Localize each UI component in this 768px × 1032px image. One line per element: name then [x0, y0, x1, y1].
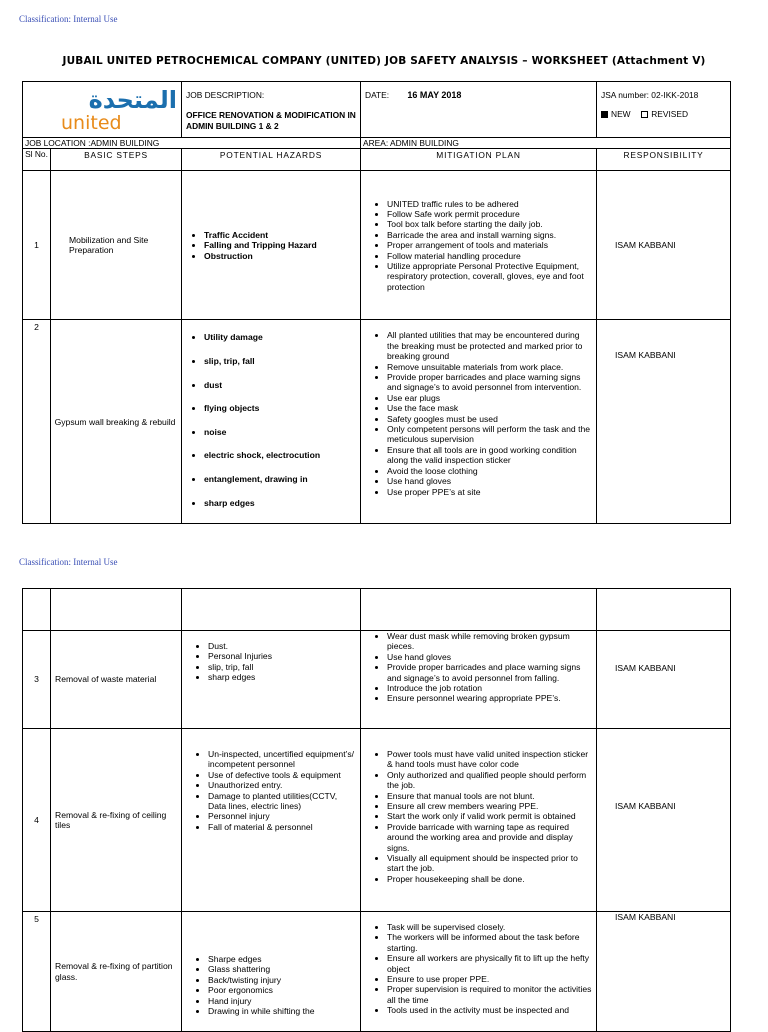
row-responsibility: ISAM KABBANI	[597, 171, 731, 320]
row-number: 5	[23, 912, 51, 1032]
list-item: • slip, trip, fall	[208, 662, 356, 672]
list-item: • flying objects	[204, 403, 356, 413]
list-item: • Traffic Accident	[204, 230, 356, 240]
row-number: 3	[23, 631, 51, 729]
row-mitigation	[361, 320, 597, 524]
list-item: • Only authorized and qualified people should perform the job.	[387, 770, 592, 791]
list-item: • Utilize appropriate Personal Protective Equipment, respiratory protection, coverall, gloves, eye and foot protection	[387, 261, 592, 292]
row-mitigation	[361, 912, 597, 1032]
list-item: • Glass shattering	[208, 964, 356, 974]
list-item: • noise	[204, 427, 356, 437]
list-item: • The workers will be informed about the task before starting.	[387, 932, 592, 953]
table-row	[23, 171, 731, 320]
row-number: 4	[23, 729, 51, 912]
list-item: • Follow material handling procedure	[387, 251, 592, 261]
list-item: • Back/twisting injury	[208, 975, 356, 985]
date-value: 16 MAY 2018	[407, 90, 462, 100]
col-header-basic-steps: BASIC STEPS	[51, 149, 182, 171]
revised-label: REVISED	[651, 109, 688, 120]
list-item: • Poor ergonomics	[208, 985, 356, 995]
list-item: • Ensure all crew members wearing PPE.	[387, 801, 592, 811]
row-step: Mobilization and Site Preparation	[51, 171, 182, 320]
company-logo	[23, 82, 182, 138]
list-item: • Task will be supervised closely.	[387, 922, 592, 932]
list-item: • Personnel injury	[208, 811, 356, 821]
list-item: • entanglement, drawing in	[204, 474, 356, 484]
list-item: • Personal Injuries	[208, 651, 356, 661]
list-item: • Ensure all workers are physically fit to lift up the hefty object	[387, 953, 592, 974]
list-item: • Use of defective tools & equipment	[208, 770, 356, 780]
list-item: • Avoid the loose clothing	[387, 466, 592, 476]
list-item: • sharp edges	[208, 672, 356, 682]
table-row	[23, 729, 731, 912]
jsa-number: JSA number: 02-IKK-2018	[601, 90, 699, 100]
row-step: Removal & re-fixing of ceiling tiles	[51, 729, 182, 912]
list-item: • Barricade the area and install warning signs.	[387, 230, 592, 240]
list-item: • Use proper PPE’s at site	[387, 487, 592, 497]
col-header-sl: Sl No.	[23, 149, 51, 171]
list-item: • Introduce the job rotation	[387, 683, 592, 693]
list-item: • Ensure that all tools are in good working condition along the valid inspection sticker	[387, 445, 592, 466]
row-mitigation	[361, 631, 597, 729]
list-item: • Obstruction	[204, 251, 356, 261]
new-label: NEW	[611, 109, 631, 120]
row-hazards	[182, 912, 361, 1032]
list-item: • Only competent persons will perform the task and the meticulous supervision	[387, 424, 592, 445]
list-item: • Start the work only if valid work permit is obtained	[387, 811, 592, 821]
list-item: • Fall of material & personnel	[208, 822, 356, 832]
list-item: • Proper housekeeping shall be done.	[387, 874, 592, 884]
row-step: Removal of waste material	[51, 631, 182, 729]
list-item: • Ensure to use proper PPE.	[387, 974, 592, 984]
list-item: • Unauthorized entry.	[208, 780, 356, 790]
logo-arabic: المتحدة	[88, 85, 178, 114]
document-title: JUBAIL UNITED PETROCHEMICAL COMPANY (UNITED) JOB SAFETY ANALYSIS – WORKSHEET (Attachment V)	[62, 55, 706, 67]
list-item: • electric shock, electrocution	[204, 450, 356, 460]
list-item: • Tools used in the activity must be inspected and	[387, 1005, 592, 1015]
row-responsibility: ISAM KABBANI	[597, 631, 731, 729]
job-location: JOB LOCATION :ADMIN BUILDING	[23, 138, 361, 149]
list-item: • Provide barricade with warning tape as required around the working area and provide and display signs.	[387, 822, 592, 853]
list-item: • Drawing in while shifting the	[208, 1006, 356, 1016]
new-checkbox	[601, 111, 608, 118]
row-responsibility: ISAM KABBANI	[597, 320, 731, 524]
row-hazards	[182, 631, 361, 729]
list-item: • Falling and Tripping Hazard	[204, 240, 356, 250]
list-item: • Use the face mask	[387, 403, 592, 413]
list-item: • Sharpe edges	[208, 954, 356, 964]
jsa-table-page-2	[22, 588, 731, 1032]
list-item: • Ensure personnel wearing appropriate PPE’s.	[387, 693, 592, 703]
revised-checkbox	[641, 111, 648, 118]
list-item: • Use hand gloves	[387, 652, 592, 662]
row-mitigation	[361, 729, 597, 912]
list-item: • Power tools must have valid united inspection sticker & hand tools must have color code	[387, 749, 592, 770]
table-row	[23, 320, 731, 524]
list-item: • Utility damage	[204, 332, 356, 342]
table-row	[23, 631, 731, 729]
list-item: • UNITED traffic rules to be adhered	[387, 199, 592, 209]
col-header-mitigation: MITIGATION PLAN	[361, 149, 597, 171]
row-number: 1	[23, 171, 51, 320]
row-step: Gypsum wall breaking & rebuild	[51, 320, 182, 524]
list-item: • Proper arrangement of tools and materials	[387, 240, 592, 250]
empty-header-row	[23, 589, 731, 631]
col-header-responsibility: RESPONSIBILITY	[597, 149, 731, 171]
job-description-value: OFFICE RENOVATION & MODIFICATION IN ADMIN BUILDING 1 & 2	[186, 110, 356, 131]
list-item: • Damage to planted utilities(CCTV, Data lines, electric lines)	[208, 791, 356, 812]
list-item: • Remove unsuitable materials from work place.	[387, 362, 592, 372]
list-item: • Hand injury	[208, 996, 356, 1006]
row-mitigation	[361, 171, 597, 320]
row-hazards	[182, 171, 361, 320]
row-responsibility: ISAM KABBANI	[597, 729, 731, 912]
list-item: • Safety googles must be used	[387, 414, 592, 424]
list-item: • sharp edges	[204, 498, 356, 508]
list-item: • Use ear plugs	[387, 393, 592, 403]
job-description-label: JOB DESCRIPTION:	[186, 90, 265, 100]
list-item: • Ensure that manual tools are not blunt.	[387, 791, 592, 801]
row-number: 2	[23, 320, 51, 524]
list-item: • All planted utilities that may be encountered during the breaking must be protected and marked prior to breaking ground	[387, 330, 592, 361]
list-item: • Tool box talk before starting the daily job.	[387, 219, 592, 229]
row-step: Removal & re-fixing of partition glass.	[51, 912, 182, 1032]
list-item: • Visually all equipment should be inspected prior to start the job.	[387, 853, 592, 874]
date-label: DATE:	[365, 90, 390, 100]
col-header-hazards: POTENTIAL HAZARDS	[182, 149, 361, 171]
classification-label-page-2: Classification: Internal Use	[19, 557, 118, 567]
jsa-table-page-1	[22, 81, 731, 524]
logo-english: united	[61, 111, 122, 134]
list-item: • slip, trip, fall	[204, 356, 356, 366]
list-item: • Wear dust mask while removing broken gypsum pieces.	[387, 631, 592, 652]
table-row	[23, 912, 731, 1032]
row-hazards	[182, 729, 361, 912]
list-item: • Dust.	[208, 641, 356, 651]
list-item: • dust	[204, 380, 356, 390]
date-cell	[361, 82, 597, 138]
row-responsibility: ISAM KABBANI	[597, 912, 731, 1032]
list-item: • Un-inspected, uncertified equipment’s/ incompetent personnel	[208, 749, 356, 770]
list-item: • Use hand gloves	[387, 476, 592, 486]
list-item: • Provide proper barricades and place warning signs and signage’s to avoid personnel from falling.	[387, 662, 592, 683]
list-item: • Provide proper barricades and place warning signs and signage’s to avoid personnel from intervention.	[387, 372, 592, 393]
row-hazards	[182, 320, 361, 524]
area: AREA: ADMIN BUILDING	[361, 138, 731, 149]
job-description-cell	[182, 82, 361, 138]
list-item: • Follow Safe work permit procedure	[387, 209, 592, 219]
classification-label: Classification: Internal Use	[19, 14, 118, 24]
list-item: • Proper supervision is required to monitor the activities all the time	[387, 984, 592, 1005]
jsa-number-cell	[597, 82, 731, 138]
